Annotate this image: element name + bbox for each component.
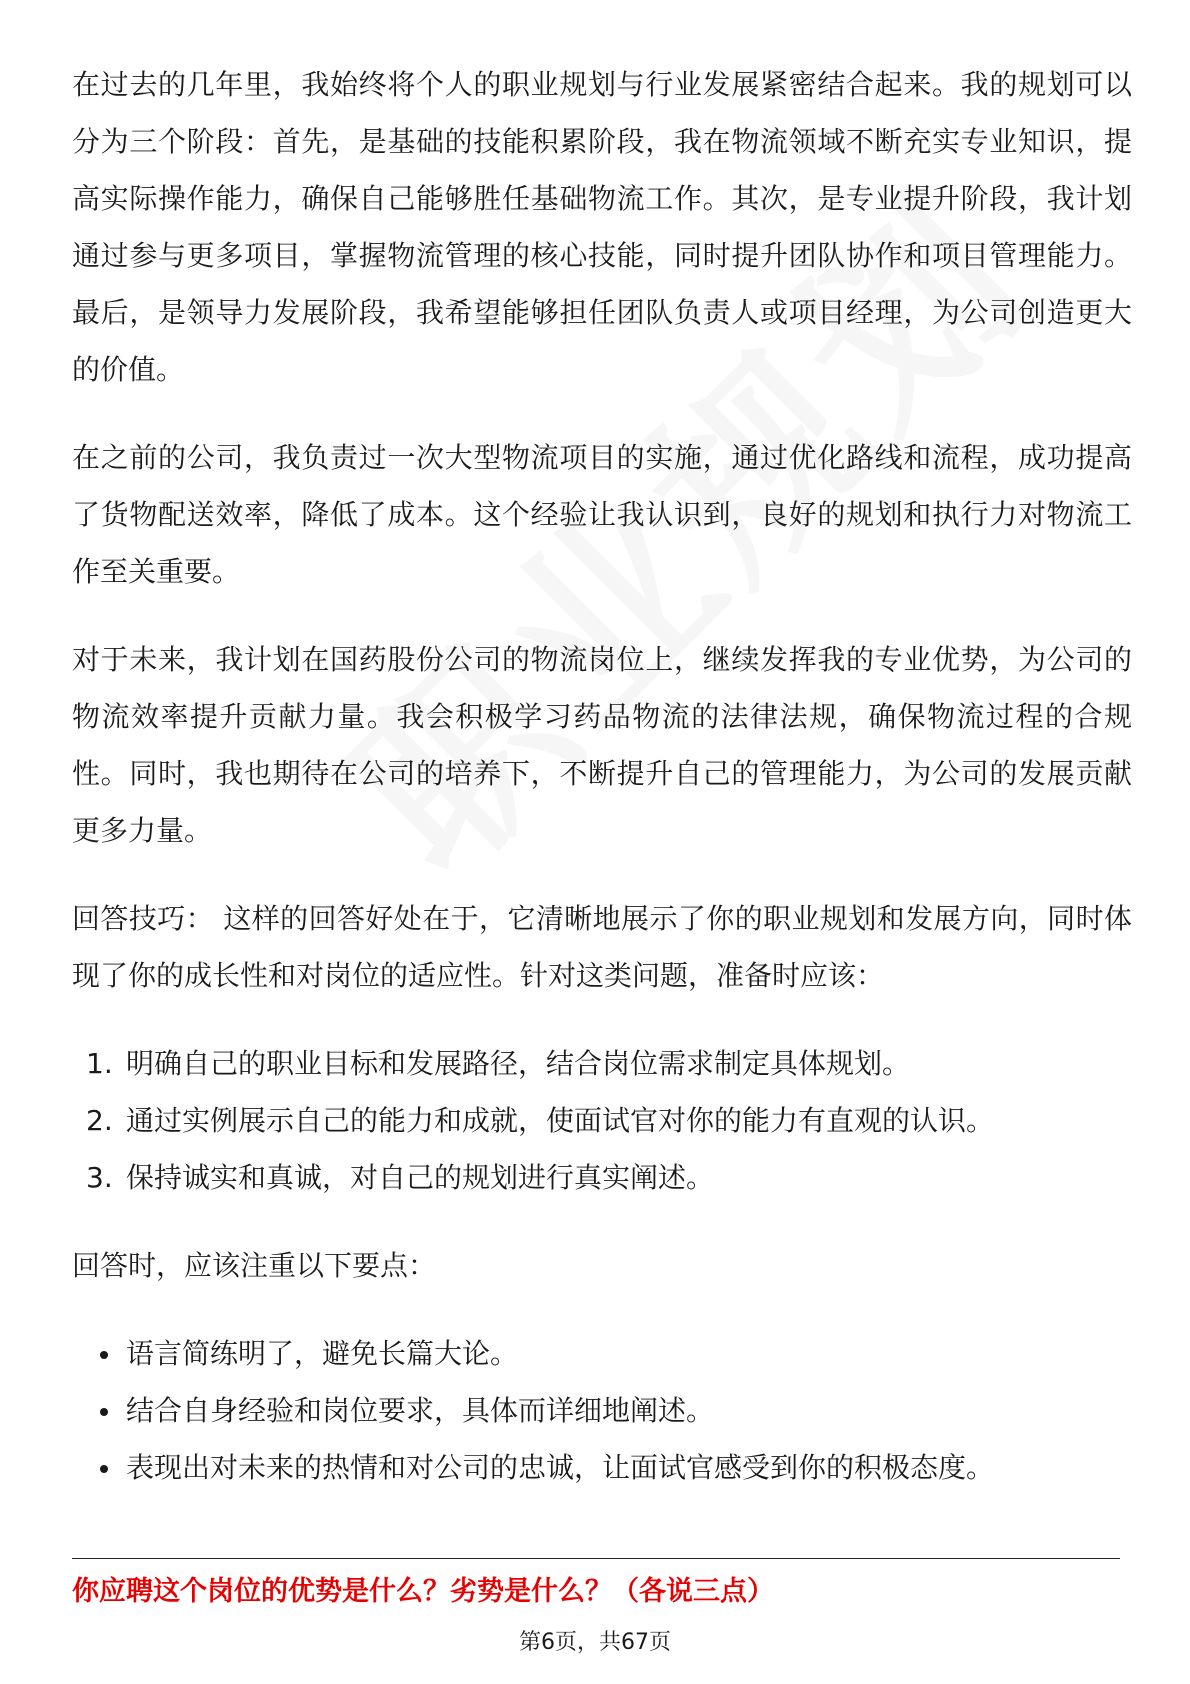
page-number-footer: 第6页，共67页 [519,1630,671,1655]
list-item [72,1092,1132,1149]
list-item-text: 通过实例展示自己的能力和成就，使面试官对你的能力有直观的认识。 [126,1104,995,1137]
paragraph-past-experience: 在之前的公司，我负责过一次大型物流项目的实施，通过优化路线和流程，成功提高了货物配送效率，降低了成本。这个经验让我认识到，良好的规划和执行力对物流工作至关重要。 [72,441,1132,588]
points-bullet-list [72,1325,1132,1496]
list-item [72,1149,1132,1206]
paragraph-points-intro: 回答时，应该注重以下要点： [72,1249,437,1282]
list-item [72,1382,1132,1439]
list-item-text: 语言简练明了，避免长篇大论。 [126,1337,519,1370]
list-item-text: 保持诚实和真诚，对自己的规划进行真实阐述。 [126,1161,715,1194]
list-number: 3. [86,1161,113,1194]
tips-ordered-list [72,1035,1132,1206]
bullet-icon [100,1408,108,1416]
list-item [72,1439,1132,1496]
paragraph-answer-tips: 回答技巧： 这样的回答好处在于，它清晰地展示了你的职业规划和发展方向，同时体现了你的成长性和对岗位的适应性。针对这类问题，准备时应该： [72,902,1132,992]
bullet-icon [100,1351,108,1359]
paragraph-future-plan: 对于未来，我计划在国药股份公司的物流岗位上，继续发挥我的专业优势，为公司的物流效率提升贡献力量。我会积极学习药品物流的法律法规，确保物流过程的合规性。同时，我也期待在公司的培养下，不断提升自己的管理能力，为公司的发展贡献更多力量。 [72,643,1132,847]
next-question-heading: 你应聘这个岗位的优势是什么？劣势是什么？（各说三点） [72,1576,774,1607]
bullet-icon [100,1465,108,1473]
list-item-text: 结合自身经验和岗位要求，具体而详细地阐述。 [126,1394,715,1427]
list-item [72,1035,1132,1092]
section-divider [72,1558,1120,1559]
list-item [72,1325,1132,1382]
list-number: 2. [86,1104,113,1137]
paragraph-career-plan: 在过去的几年里，我始终将个人的职业规划与行业发展紧密结合起来。我的规划可以分为三个阶段：首先，是基础的技能积累阶段，我在物流领域不断充实专业知识，提高实际操作能力，确保自己能够胜任基础物流工作。其次，是专业提升阶段，我计划通过参与更多项目，掌握物流管理的核心技能，同时提升团队协作和项目管理能力。最后，是领导力发展阶段，我希望能够担任团队负责人或项目经理，为公司创造更大的价值。 [72,68,1132,386]
document-body [72,56,1132,1527]
list-number: 1. [86,1047,113,1080]
list-item-text: 明确自己的职业目标和发展路径，结合岗位需求制定具体规划。 [126,1047,911,1080]
list-item-text: 表现出对未来的热情和对公司的忠诚，让面试官感受到你的积极态度。 [126,1451,995,1484]
